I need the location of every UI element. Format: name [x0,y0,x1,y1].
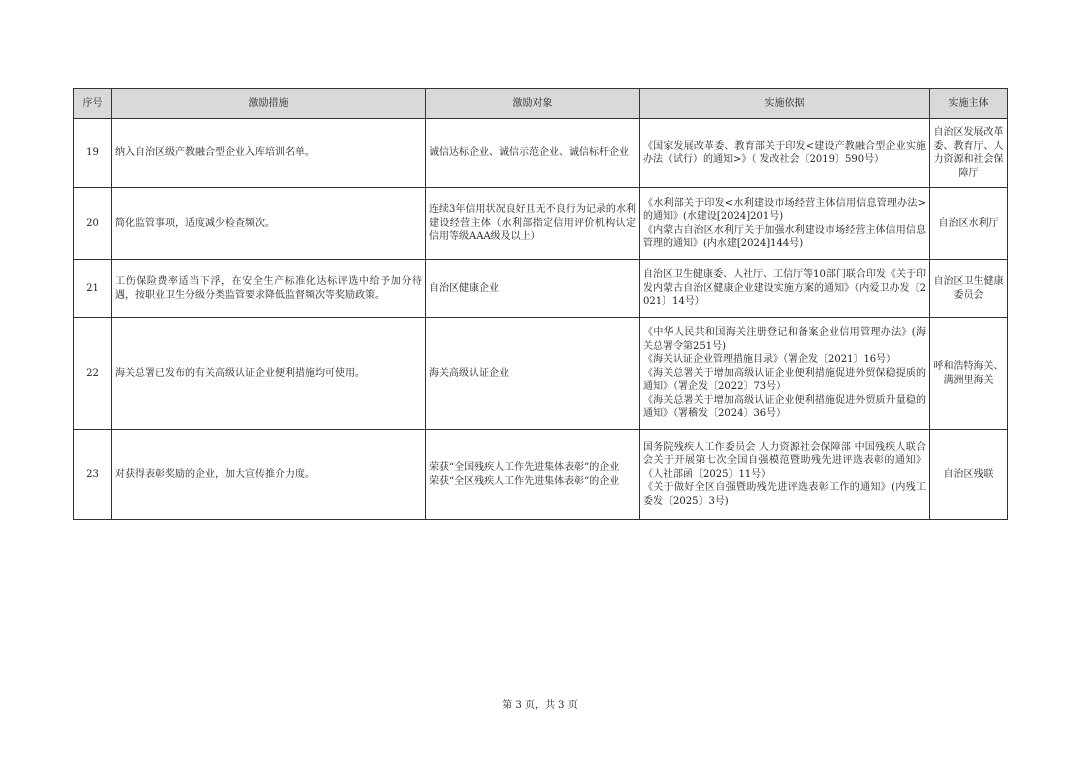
implementation-basis-cell [640,318,930,430]
incentive-target-cell: 荣获“全国残疾人工作先进集体表彰”的企业 荣获“全区残疾人工作先进集体表彰”的企业 [426,430,640,520]
incentive-measure-cell: 简化监管事项，适度减少检查频次。 [112,188,426,260]
table-row [74,430,1008,520]
incentive-target-cell: 海关高级认证企业 [426,318,640,430]
table-header-row [74,89,1008,119]
header-serial-number: 序号 [74,89,112,119]
basis-line: 《内蒙古自治区水利厅关于加强水利建设市场经营主体信用信息管理的通知》(内水建[2024]144号) [643,224,926,249]
basis-line: 《水利部关于印发<水利建设市场经营主体信用信息管理办法>的通知》(水建设[2024]201号) [643,197,926,222]
row-number: 22 [74,318,112,430]
incentive-measures-table [73,88,1008,520]
table-row [74,188,1008,260]
table-row [74,318,1008,430]
incentive-target-cell: 连续3年信用状况良好且无不良行为记录的水利建设经营主体（水利部指定信用评价机构认定信用等级AAA级及以上） [426,188,640,260]
incentive-measure-cell: 海关总署已发布的有关高级认证企业便利措施均可使用。 [112,318,426,430]
implementing-body-cell: 自治区水利厅 [930,188,1008,260]
implementing-body-cell: 呼和浩特海关、满洲里海关 [930,318,1008,430]
implementation-basis-cell [640,188,930,260]
table-row [74,119,1008,188]
row-number: 23 [74,430,112,520]
implementing-body-cell: 自治区卫生健康委员会 [930,260,1008,318]
row-number: 21 [74,260,112,318]
implementation-basis-cell [640,260,930,318]
incentive-measure-cell: 对获得表彰奖励的企业，加大宣传推介力度。 [112,430,426,520]
table-row [74,260,1008,318]
implementing-body-cell: 自治区残联 [930,430,1008,520]
implementation-basis-cell [640,119,930,188]
header-implementation-basis: 实施依据 [640,89,930,119]
header-incentive-target: 激励对象 [426,89,640,119]
incentive-measure-cell: 纳入自治区级产教融合型企业入库培训名单。 [112,119,426,188]
header-incentive-measure: 激励措施 [112,89,426,119]
implementing-body-cell: 自治区发展改革委、教育厅、人力资源和社会保障厅 [930,119,1008,188]
basis-line: 《海关总署关于增加高级认证企业便利措施促进外贸保稳提质的通知》（署企发〔2022〕73号） [643,367,926,393]
basis-line: 《中华人民共和国海关注册登记和备案企业信用管理办法》(海关总署令第251号) [643,327,926,352]
incentive-target-cell: 诚信达标企业、诚信示范企业、诚信标杆企业 [426,119,640,188]
basis-line: 自治区卫生健康委、人社厅、工信厅等10部门联合印发《关于印发内蒙古自治区健康企业建设实施方案的通知》（内爱卫办发〔2021〕14号） [643,269,926,308]
row-number: 19 [74,119,112,188]
basis-line: 《国家发展改革委、教育部关于印发<建设产教融合型企业实施办法（试行）的通知>》（ 发改社会〔2019〕590号） [643,140,926,165]
implementation-basis-cell [640,430,930,520]
page-number-footer: 第 3 页，共 3 页 [502,700,578,711]
basis-line: 国务院残疾人工作委员会 人力资源社会保障部 中国残疾人联合会关于开展第七次全国自强模范暨助残先进评选表彰的通知》（人社部函〔2025〕11号） [643,441,926,480]
incentive-measure-cell: 工伤保险费率适当下浮，在安全生产标准化达标评选中给予加分待遇，按职业卫生分级分类监管要求降低监督频次等奖励政策。 [112,260,426,318]
basis-line: 《关于做好全区自强暨助残先进评选表彰工作的通知》(内残工委发〔2025〕3号) [643,482,926,507]
incentive-target-cell: 自治区健康企业 [426,260,640,318]
basis-line: 《海关总署关于增加高级认证企业便利措施促进外贸质升量稳的通知》（署稽发〔2024〕36号） [643,394,926,420]
basis-line: 《海关认证企业管理措施目录》（署企发〔2021〕16号） [643,354,897,366]
row-number: 20 [74,188,112,260]
header-implementing-body: 实施主体 [930,89,1008,119]
